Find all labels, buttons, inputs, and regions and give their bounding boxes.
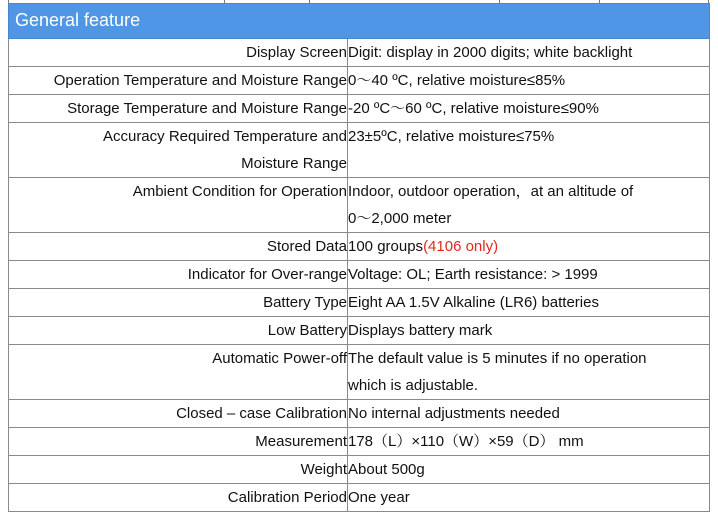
spec-label-text: Display Screen [246,44,347,61]
section-title: General feature [9,4,710,39]
spec-label [9,39,348,67]
spec-row-battery-type [9,289,710,317]
spec-value-text: About 500g [348,461,425,478]
spec-row-storage-temperature-and-moisture-range [9,95,710,123]
model-note: (4106 only) [423,238,499,255]
spec-row-indicator-for-over-range [9,261,710,289]
spec-label [9,95,348,123]
spec-row-measurement [9,428,710,456]
spec-label [9,345,348,400]
spec-label-text: Closed – case Calibration [176,405,347,422]
spec-value-text: Eight AA 1.5V Alkaline (LR6) batteries [348,294,599,311]
spec-label [9,67,348,95]
spec-row-ambient-condition-for-operation [9,178,710,233]
spec-label [9,456,348,484]
spec-value [348,39,710,67]
spec-value [348,123,710,178]
spec-label-text: Calibration Period [227,489,347,506]
spec-label [9,233,348,261]
spec-label-text: Storage Temperature and Moisture Range [67,100,347,117]
spec-label [9,400,348,428]
spec-value-text: Digit: display in 2000 digits; white backlight [348,44,633,61]
spec-value-text: 100 groups [348,238,424,255]
spec-row-automatic-power-off [9,345,710,400]
spec-label [9,317,348,345]
spec-value [348,289,710,317]
spec-value [348,400,710,428]
spec-label-text: Low Battery [267,322,347,339]
spec-label-text: Battery Type [263,294,347,311]
spec-row-stored-data [9,233,710,261]
spec-value-text: -20 ºC～60 ºC, relative moisture≤90% [348,100,599,117]
spec-label-text: Accuracy Required Temperature and [102,128,347,145]
spec-row-accuracy-required-temperature-and-moisture-range [9,123,710,178]
spec-label [9,123,348,178]
spec-label [9,261,348,289]
general-feature-table [8,3,710,512]
spec-label-text: Indicator for Over-range [187,266,347,283]
spec-value-text: Indoor, outdoor operation，at an altitude of [348,183,634,200]
spec-label-text: Automatic Power-off [212,350,347,367]
spec-row-operation-temperature-and-moisture-range [9,67,710,95]
spec-row-display-screen [9,39,710,67]
spec-value-text: 23±5ºC, relative moisture≤75% [348,128,555,145]
section-header [9,4,710,39]
spec-value [348,484,710,512]
spec-value [348,428,710,456]
spec-row-closed-case-calibration [9,400,710,428]
spec-value-text: 0～40 ºC, relative moisture≤85% [348,72,566,89]
spec-label [9,178,348,233]
spec-value [348,456,710,484]
spec-value-text: Voltage: OL; Earth resistance: > 1999 [348,266,598,283]
spec-label [9,484,348,512]
spec-value-text: No internal adjustments needed [348,405,560,422]
spec-value [348,317,710,345]
spec-label-text: Moisture Range [241,155,347,172]
spec-label-text: Ambient Condition for Operation [132,183,347,200]
spec-row-calibration-period [9,484,710,512]
spec-value [348,178,710,233]
spec-label [9,289,348,317]
spec-value-text: The default value is 5 minutes if no operation [348,350,647,367]
spec-row-weight [9,456,710,484]
spec-value [348,67,710,95]
spec-value [348,233,710,261]
spec-value-text: which is adjustable. [348,377,479,394]
spec-label-text: Operation Temperature and Moisture Range [53,72,347,89]
spec-value [348,95,710,123]
spec-value-text: 178（L）×110（W）×59（D） mm [348,433,584,450]
spec-value [348,345,710,400]
spec-value-text: Displays battery mark [348,322,493,339]
spec-value [348,261,710,289]
spec-label [9,428,348,456]
spec-label-text: Measurement [255,433,347,450]
spec-value-text: One year [348,489,410,506]
spec-row-low-battery [9,317,710,345]
spec-label-text: Stored Data [266,238,347,255]
spec-label-text: Weight [300,461,347,478]
spec-value-text: 0～2,000 meter [348,210,452,227]
